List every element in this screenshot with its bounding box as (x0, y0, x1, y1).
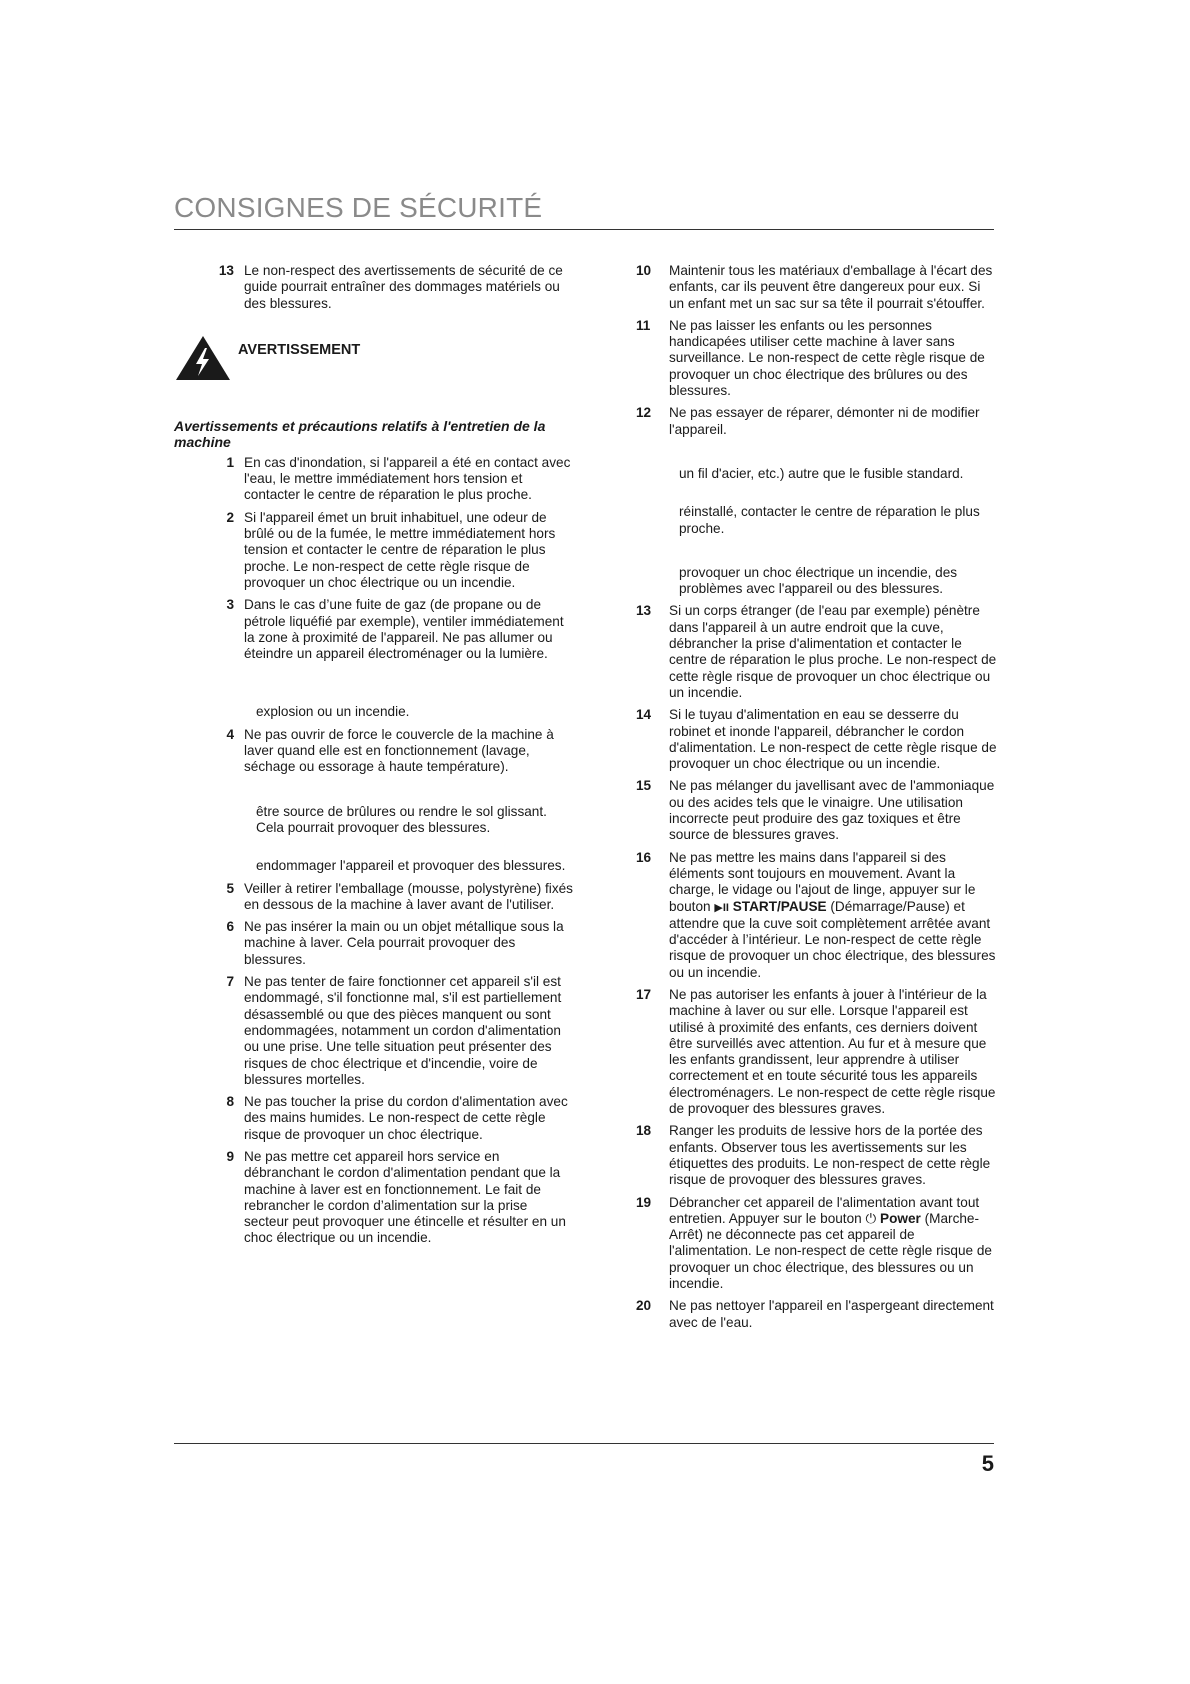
warning-label: AVERTISSEMENT (238, 341, 361, 358)
item-text: Débrancher cet appareil de l'alimentation avant tout entretien. Appuyer sur le bouton ⏻ Power (Marche-Arrêt) ne déconnecte pas cet appareil de l'alimentation. Le non-respect de cette règle risque de provoquer un choc électrique, des blessures ou un incendie. (669, 1194, 992, 1292)
item-continuation: endommager l'appareil et provoquer des blessures. (256, 858, 566, 874)
left-column (174, 263, 574, 1253)
list-item (174, 510, 574, 591)
item-number: 12 (636, 405, 652, 421)
warning-block (174, 334, 574, 382)
item-number: 5 (226, 880, 234, 896)
item-number: 16 (636, 849, 652, 865)
list-item (174, 1094, 574, 1143)
item-number: 13 (218, 263, 234, 278)
item-number: 6 (226, 919, 234, 935)
list-item (174, 974, 574, 1088)
item-text: Maintenir tous les matériaux d'emballage à l'écart des enfants, car ils peuvent être dangereux pour eux. Si un enfant met un sac sur sa tête il pourrait s'étouffer. (669, 263, 993, 311)
item-text: Ne pas autoriser les enfants à jouer à l'intérieur de la machine à laver ou sur elle. Lorsque l'appareil est utilisé à proximité des enfants, ces derniers doivent être surveillés avec attention. Au fur et à mesure que les enfants grandissent, leur apprendre à utiliser correctement et en toute sécurité tous les appareils électroménagers. Le non-respect de cette règle risque de provoquer des blessures graves. (669, 986, 996, 1117)
item-text: Veiller à retirer l'emballage (mousse, polystyrène) fixés en dessous de la machine à laver avant de l'utiliser. (244, 880, 573, 912)
electric-shock-warning-icon (174, 334, 232, 382)
item-number: 18 (636, 1123, 652, 1139)
item-number: 15 (636, 778, 652, 794)
item-number: 17 (636, 986, 652, 1002)
list-item (174, 263, 574, 312)
list-item (174, 455, 574, 504)
item-text: Ne pas mélanger du javellisant avec de l'ammoniaque ou des acides tels que le vinaigre. Une utilisation incorrecte peut produire des gaz toxiques et être source de blessures graves. (669, 778, 995, 843)
item-text: Dans le cas d’une fuite de gaz (de propane ou de pétrole liquéfié par exemple), ventiler immédiatement la zone à proximité de l'appareil. Ne pas allumer ou éteindre un appareil électroménager ou la lumière. (244, 597, 564, 662)
power-button-label: Power (880, 1210, 921, 1226)
item-number: 20 (636, 1298, 652, 1314)
item-number: 19 (636, 1194, 652, 1210)
item-number: 10 (636, 263, 652, 278)
item-number: 8 (226, 1094, 234, 1110)
list-item (636, 987, 998, 1117)
item-text: En cas d'inondation, si l'appareil a été en contact avec l'eau, le mettre immédiatement hors tension et contacter le centre de réparation le plus proche. (244, 454, 571, 503)
item-text: Si un corps étranger (de l'eau par exemple) pénètre dans l'appareil à un autre endroit que la cuve, débrancher la prise d'alimentation et contacter le centre de réparation le plus proche. Le non-respect de cette règle risque de provoquer un choc électrique ou un incendie. (669, 603, 997, 700)
item-continuation: un fil d'acier, etc.) autre que le fusible standard. (679, 465, 964, 481)
list-item (174, 919, 574, 968)
item-number: 4 (226, 726, 234, 742)
right-column (636, 263, 998, 1337)
list-item (636, 263, 998, 312)
item-number: 2 (226, 509, 234, 525)
item-text: Si le tuyau d'alimentation en eau se desserre du robinet et inonde l'appareil, débrancher le cordon d'alimentation. Le non-respect de cette règle risque de provoquer un choc électrique ou un incendie. (669, 707, 997, 772)
power-icon: ⏻ (865, 1210, 877, 1226)
list-item (174, 881, 574, 914)
item-text: Ne pas essayer de réparer, démonter ni de modifier l'appareil. (669, 405, 980, 437)
list-item (636, 318, 998, 399)
list-item (636, 850, 998, 981)
item-number: 11 (636, 317, 651, 333)
item-number: 3 (226, 597, 234, 613)
list-item (636, 707, 998, 772)
list-item (636, 603, 998, 701)
list-item (636, 1298, 998, 1331)
list-item (636, 1123, 998, 1188)
item-continuation: explosion ou un incendie. (256, 704, 410, 720)
item-number: 1 (226, 454, 234, 470)
item-text: Ne pas laisser les enfants ou les personnes handicapées utiliser cette machine à laver sans surveillance. Le non-respect de cette règle risque de provoquer un choc électrique des brûlures ou des blessures. (669, 317, 985, 399)
item-text: Ranger les produits de lessive hors de la portée des enfants. Observer tous les avertissements sur les étiquettes des produits. Le non-respect de cette règle risque de provoquer des blessures graves. (669, 1123, 991, 1188)
list-item (636, 778, 998, 843)
item-text: Si l'appareil émet un bruit inhabituel, une odeur de brûlé ou de la fumée, le mettre immédiatement hors tension et contacter le centre de réparation le plus proche. Le non-respect de cette règle risque de provoquer un choc électrique ou un incendie. (244, 509, 556, 590)
footer-rule (174, 1443, 994, 1444)
item-number: 14 (636, 707, 652, 723)
list-item (636, 1195, 998, 1293)
list-item (636, 405, 998, 438)
item-continuation: être source de brûlures ou rendre le sol glissant. Cela pourrait provoquer des blessures. (256, 803, 547, 835)
item-continuation: provoquer un choc électrique un incendie, des problèmes avec l'appareil ou des blessures. (679, 564, 958, 597)
list-item (174, 597, 574, 662)
item-text: Ne pas tenter de faire fonctionner cet appareil s'il est endommagé, s'il fonctionne mal, s'il est partiellement désassemblé ou que des pièces manquent ou sont endommagées, notamment un cordon d'alimentation ou une prise. Une telle situation peut présenter des risques de choc électrique et d'incendie, voire de blessures mortelles. (244, 974, 562, 1087)
header-rule (174, 229, 994, 230)
item-number: 9 (226, 1148, 234, 1164)
item-text: Le non-respect des avertissements de sécurité de ce guide pourrait entraîner des dommages matériels ou des blessures. (244, 263, 563, 311)
item-text: Ne pas mettre cet appareil hors service en débranchant le cordon d'alimentation pendant que la machine à laver est en fonctionnement. Le fait de rebrancher le cordon d’alimentation sur la prise secteur peut provoquer une étincelle et résulter en un choc électrique ou un incendie. (244, 1148, 566, 1246)
item-number: 13 (636, 603, 652, 619)
item-continuation: réinstallé, contacter le centre de réparation le plus proche. (679, 504, 980, 536)
item-number: 7 (226, 974, 234, 990)
section-subheading: Avertissements et précautions relatifs à l'entretien de la machine (174, 417, 546, 451)
page-title: CONSIGNES DE SÉCURITÉ (174, 192, 543, 223)
page-number: 5 (981, 1451, 994, 1476)
item-text: Ne pas insérer la main ou un objet métallique sous la machine à laver. Cela pourrait provoquer des blessures. (244, 919, 564, 967)
item-text: Ne pas mettre les mains dans l'appareil si des éléments sont toujours en mouvement. Avant la charge, le vidage ou l'ajout de linge, appuyer sur le bouton ▶II START/PAUSE (Démarrage/Pause) et attendre que la cuve soit complètement arrêtée avant d'accéder à l’intérieur. Le non-respect de cette règle risque de provoquer un choc électrique, des blessures ou un incendie. (669, 849, 996, 980)
play-pause-icon: ▶II (714, 901, 729, 914)
item-text: Ne pas ouvrir de force le couvercle de la machine à laver quand elle est en fonctionnement (lavage, séchage ou essorage à haute température). (244, 726, 554, 775)
item-text: Ne pas toucher la prise du cordon d'alimentation avec des mains humides. Le non-respect de cette règle risque de provoquer un choc électrique. (244, 1094, 568, 1142)
item-text: Ne pas nettoyer l'appareil en l'aspergeant directement avec de l'eau. (669, 1298, 994, 1330)
list-item (174, 1149, 574, 1247)
list-item (174, 727, 574, 776)
start-pause-button-label: START/PAUSE (732, 898, 827, 914)
